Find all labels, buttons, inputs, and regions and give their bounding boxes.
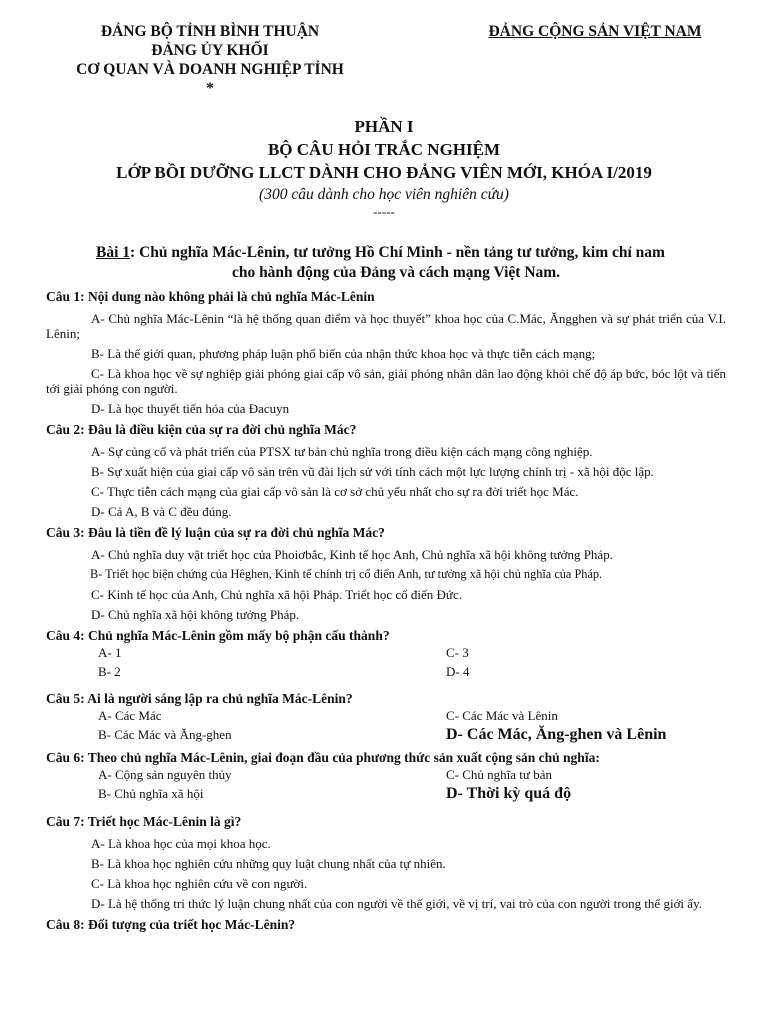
question-title: Câu 1: Nội dung nào không phải là chủ nghĩa Mác-Lênin (46, 289, 375, 304)
answer-option: B- Các Mác và Ăng-ghen (98, 727, 232, 742)
answer-option: B- Chủ nghĩa xã hội (98, 786, 204, 801)
answer-option: D- Là học thuyết tiến hóa của Đacuyn (91, 401, 290, 416)
answer-option: B- Là thế giới quan, phương pháp luận phổ biến của nhận thức khoa học và thực tiễn cách mạng; (91, 346, 596, 361)
issuer-header (40, 22, 380, 98)
lesson-text-2: cho hành động của Đảng và cách mạng Việt Nam. (231, 264, 561, 281)
answer-option: C- Các Mác và Lênin (446, 708, 558, 723)
heading-title: BỘ CÂU HỎI TRẮC NGHIỆM (267, 140, 501, 159)
question-title: Câu 8: Đối tượng của triết học Mác-Lênin? (46, 917, 296, 932)
answer-row (46, 727, 726, 749)
answer-option: C- Là khoa học về sự nghiệp giải phóng giai cấp vô sản, giải phóng nhân dân lao động khỏi chế độ áp bức, bóc lột và tiến tới giải phóng con người. (46, 366, 726, 396)
answer-option: D- Chủ nghĩa xã hội không tưởng Pháp. (91, 607, 300, 622)
answer-row (46, 645, 726, 664)
answer-option: A- Chủ nghĩa duy vật triết học của Phoiơbắc, Kinh tế học Anh, Chủ nghĩa xã hội không tưởng Pháp. (91, 547, 613, 562)
answer-option: C- Thực tiễn cách mạng của giai cấp vô sản là cơ sở chủ yếu nhất cho sự ra đời triết học Mác. (91, 484, 579, 499)
question-list (46, 288, 726, 934)
lesson-heading (96, 243, 736, 283)
part-title: PHẦN I (354, 117, 414, 136)
answer-option: B- Triết học biện chứng của Hêghen, Kinh tế chính trị cổ điển Anh, tư tưởng xã hội chủ nghĩa của Pháp. (90, 567, 603, 581)
answer-option: C- Chủ nghĩa tư bản (446, 767, 552, 782)
answer-option: B- Sự xuất hiện của giai cấp vô sản trên vũ đài lịch sử với tính cách một lực lượng chính trị - xã hội độc lập. (91, 464, 654, 479)
issuer-line-1: ĐẢNG BỘ TỈNH BÌNH THUẬN (100, 23, 320, 40)
question-title: Câu 6: Theo chủ nghĩa Mác-Lênin, giai đoạn đầu của phương thức sản xuất cộng sản chủ nghĩa: (46, 750, 600, 765)
answer-option: D- Thời kỳ quá độ (446, 785, 572, 802)
lesson-label: Bài 1 (96, 244, 131, 261)
answer-option: C- Kinh tế học của Anh, Chủ nghĩa xã hội Pháp. Triết học cổ điển Đức. (91, 587, 462, 602)
answer-option: C- Là khoa học nghiên cứu về con người. (91, 876, 308, 891)
question-title: Câu 3: Đâu là tiền đề lý luận của sự ra đời chủ nghĩa Mác? (46, 525, 385, 540)
issuer-line-2: ĐẢNG ỦY KHỐI (151, 42, 269, 59)
divider: ----- (373, 204, 395, 219)
answer-option: B- 2 (98, 664, 121, 679)
question-title: Câu 5: Ai là người sáng lập ra chủ nghĩa Mác-Lênin? (46, 691, 353, 706)
lesson-text-1: : Chủ nghĩa Mác-Lênin, tư tưởng Hồ Chí Minh - nền tảng tư tưởng, kim chỉ nam (130, 244, 665, 261)
answer-option: B- Là khoa học nghiên cứu những quy luật chung nhất của tự nhiên. (91, 856, 446, 871)
answer-option: D- Cả A, B và C đều đúng. (91, 504, 232, 519)
answer-option: A- 1 (98, 645, 122, 660)
party-header: ĐẢNG CỘNG SẢN VIỆT NAM (488, 23, 702, 40)
answer-option: D- Là hệ thống tri thức lý luận chung nhất của con người về thế giới, về vị trí, vai trò của con người trong thế giới ấy. (91, 896, 702, 911)
answer-option: A- Cộng sản nguyên thủy (98, 767, 232, 782)
question-title: Câu 7: Triết học Mác-Lênin là gì? (46, 814, 242, 829)
answer-row (46, 664, 726, 683)
answer-option: D- 4 (446, 664, 470, 679)
course-title: LỚP BỒI DƯỠNG LLCT DÀNH CHO ĐẢNG VIÊN MỚI, KHÓA I/2019 (116, 163, 652, 182)
answer-row (46, 786, 726, 808)
subtitle: (300 câu dành cho học viên nghiên cứu) (259, 186, 509, 203)
answer-option: A- Các Mác (98, 708, 162, 723)
answer-row (46, 767, 726, 786)
answer-option: A- Chủ nghĩa Mác-Lênin “là hệ thống quan điểm và học thuyết” khoa học của C.Mác, Ăngghen và sự phát triển của V.I. Lênin; (46, 311, 726, 341)
answer-option: A- Là khoa học của mọi khoa học. (91, 836, 271, 851)
issuer-star: * (206, 80, 214, 97)
issuer-line-3: CƠ QUAN VÀ DOANH NGHIỆP TỈNH (76, 61, 344, 78)
question-title: Câu 4: Chủ nghĩa Mác-Lênin gồm mấy bộ phận cấu thành? (46, 628, 390, 643)
title-block (0, 115, 768, 219)
question-title: Câu 2: Đâu là điều kiện của sự ra đời chủ nghĩa Mác? (46, 422, 357, 437)
answer-option: C- 3 (446, 645, 469, 660)
answer-option: A- Sự củng cố và phát triển của PTSX tư bản chủ nghĩa trong điều kiện cách mạng công nghiệp. (91, 444, 593, 459)
answer-row (46, 708, 726, 727)
answer-option: D- Các Mác, Ăng-ghen và Lênin (446, 726, 667, 743)
